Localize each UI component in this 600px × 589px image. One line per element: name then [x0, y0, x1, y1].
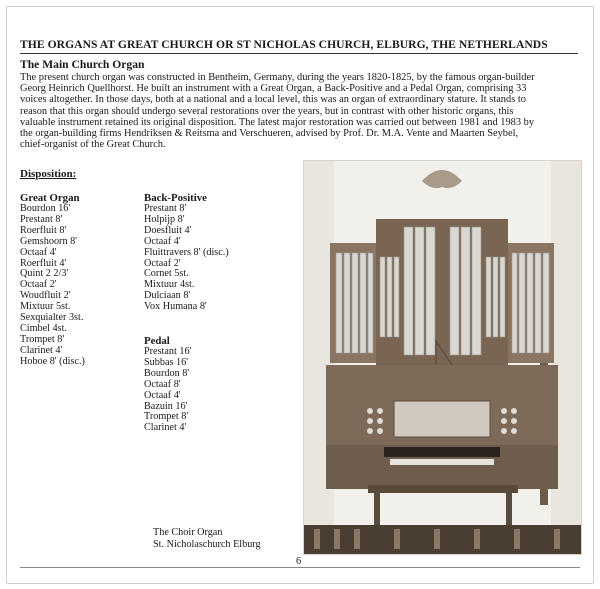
pedal-column — [144, 335, 191, 434]
great-organ-title: Great Organ — [20, 192, 80, 204]
back-positive-column — [144, 192, 229, 313]
back-positive-title: Back-Positive — [144, 192, 207, 204]
disposition-heading: Disposition: — [20, 168, 77, 180]
intro-line: valuable instrument retained its original disposition. The latest major restoration was carried out between 1981 and 1983 by — [20, 116, 535, 128]
stop-item: Bazuin 16' — [144, 400, 188, 412]
stop-item: Sexquialter 3st. — [20, 312, 84, 324]
stop-item: Subbas 16' — [144, 356, 189, 368]
stop-item: Fluittravers 8' (disc.) — [144, 246, 229, 258]
stop-item: Holpijp 8' — [144, 213, 185, 225]
intro-line: The present church organ was constructed in Bentheim, Germany, during the years 1820-1825, by the famous organ-builder — [20, 72, 535, 83]
great-organ-column — [20, 192, 85, 368]
stop-item: Octaaf 4' — [144, 389, 181, 401]
stop-item: Octaaf 2' — [144, 257, 181, 269]
stop-item: Octaaf 8' — [144, 378, 181, 390]
stop-item: Doesfluit 4' — [144, 224, 192, 236]
pedal-title: Pedal — [144, 335, 170, 347]
title-rule — [20, 53, 578, 54]
stop-item: Roerfluit 4' — [20, 257, 67, 269]
page-number: 6 — [296, 556, 302, 567]
stop-item: Dulciaan 8' — [144, 290, 191, 302]
stop-item: Prestant 16' — [144, 346, 192, 357]
stop-item: Bourdon 16' — [20, 203, 71, 214]
stop-item: Roerfluit 8' — [20, 224, 67, 236]
stop-item: Prestant 8' — [144, 203, 187, 214]
stop-item: Octaaf 4' — [20, 246, 57, 258]
stop-item: Vox Humana 8' — [144, 301, 207, 313]
stop-item: Clarinet 4' — [20, 344, 63, 356]
page-title: THE ORGANS AT GREAT CHURCH OR ST NICHOLAS CHURCH, ELBURG, THE NETHERLANDS — [20, 38, 548, 51]
section-subtitle: The Main Church Organ — [20, 58, 145, 71]
stop-item: Hoboe 8' (disc.) — [20, 355, 85, 367]
photo-caption — [153, 527, 261, 550]
caption-line: St. Nicholaschurch Elburg — [153, 538, 261, 550]
stop-item: Octaaf 4' — [144, 235, 181, 247]
stop-item: Octaaf 2' — [20, 279, 57, 291]
stop-item: Prestant 8' — [20, 213, 63, 225]
stop-item: Woudfluit 2' — [20, 290, 71, 302]
stop-item: Cimbel 4st. — [20, 322, 67, 334]
stop-item: Quint 2 2/3' — [20, 268, 69, 280]
intro-paragraph — [20, 72, 582, 150]
caption-line: The Choir Organ — [153, 527, 223, 538]
bottom-rule — [20, 567, 580, 568]
organ-illustration — [304, 161, 581, 554]
organ-photo — [303, 160, 582, 555]
stop-item: Trompet 8' — [20, 333, 65, 345]
intro-line: chief-organist of the Great Church. — [20, 139, 166, 151]
stop-item: Trompet 8' — [144, 411, 189, 423]
stop-item: Clarinet 4' — [144, 422, 187, 434]
intro-line: reason that this organ should undergo several restorations over the years, but in contrast with other historic organs, this — [20, 105, 514, 117]
intro-line: voices altogether. In those days, both at a national and a local level, this was an organ of extraordinary stature. It stands to — [20, 94, 526, 106]
stop-item: Bourdon 8' — [144, 367, 190, 379]
stop-item: Mixtuur 4st. — [144, 279, 195, 291]
stop-item: Gemshoorn 8' — [20, 235, 78, 247]
stop-item: Mixtuur 5st. — [20, 301, 71, 313]
stop-item: Cornet 5st. — [144, 268, 189, 280]
intro-line: the organ-building firms Hendriksen & Reitsma and Verschueren, advised by Prof. Dr. M.A. Vente and Maarten Seybel, — [20, 128, 519, 140]
intro-line: Georg Heinrich Quellhorst. He built an instrument with a Great Organ, a Back-Positive and a Pedal Organ, comprising 33 — [20, 83, 527, 95]
